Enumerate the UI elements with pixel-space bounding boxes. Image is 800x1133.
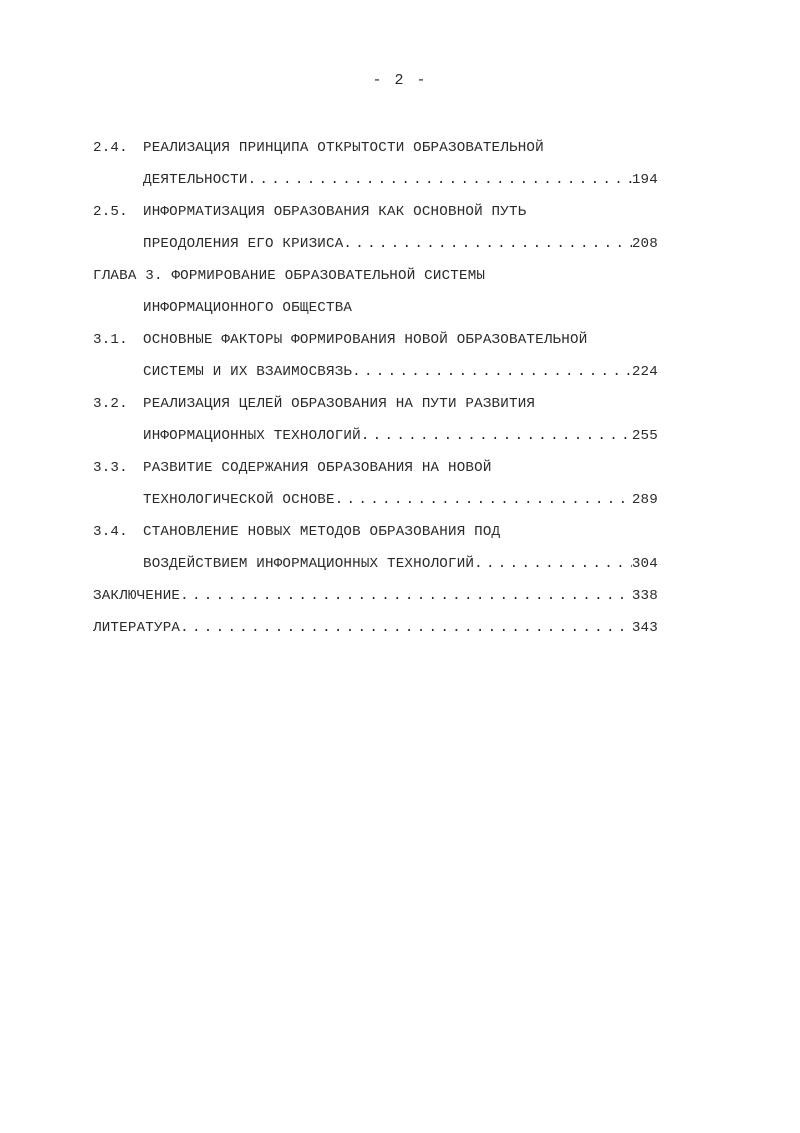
page-ref: 194	[631, 172, 658, 188]
page-ref: 304	[631, 556, 658, 572]
section-title-cont: ИНФОРМАЦИОННЫХ ТЕХНОЛОГИЙ	[143, 428, 361, 444]
toc-entry-3-4[interactable]	[93, 516, 658, 580]
dot-leader	[361, 420, 632, 452]
section-title-cont: ТЕХНОЛОГИЧЕСКОЙ ОСНОВЕ	[143, 492, 335, 508]
toc-entry-2-5[interactable]	[93, 196, 658, 260]
section-number: 3.3.	[93, 460, 128, 476]
page-ref: 224	[631, 364, 658, 380]
section-title: ОСНОВНЫЕ ФАКТОРЫ ФОРМИРОВАНИЯ НОВОЙ ОБРАЗОВАТЕЛЬНОЙ	[143, 332, 588, 348]
section-number: 3.2.	[93, 396, 128, 412]
dot-leader	[335, 484, 632, 516]
literature-title: ЛИТЕРАТУРА	[93, 620, 181, 636]
section-title-cont: ПРЕОДОЛЕНИЯ ЕГО КРИЗИСА	[143, 236, 344, 252]
toc-entry-2-4[interactable]	[93, 132, 658, 196]
toc-entry-3-1[interactable]	[93, 324, 658, 388]
section-number: 3.4.	[93, 524, 128, 540]
toc-conclusion[interactable]	[93, 580, 658, 612]
section-number: 3.1.	[93, 332, 128, 348]
page-ref: 343	[631, 620, 658, 636]
section-title: СТАНОВЛЕНИЕ НОВЫХ МЕТОДОВ ОБРАЗОВАНИЯ ПОД	[143, 524, 501, 540]
dot-leader	[352, 356, 632, 388]
section-title: РЕАЛИЗАЦИЯ ЦЕЛЕЙ ОБРАЗОВАНИЯ НА ПУТИ РАЗВИТИЯ	[143, 396, 536, 412]
section-number: 2.5.	[93, 204, 128, 220]
dot-leader	[180, 612, 632, 644]
dot-leader	[180, 580, 632, 612]
dot-leader	[343, 228, 631, 260]
section-title-cont: ВОЗДЕЙСТВИЕМ ИНФОРМАЦИОННЫХ ТЕХНОЛОГИЙ	[143, 556, 475, 572]
toc-entry-3-2[interactable]	[93, 388, 658, 452]
conclusion-title: ЗАКЛЮЧЕНИЕ	[93, 588, 181, 604]
section-title-cont: СИСТЕМЫ И ИХ ВЗАИМОСВЯЗЬ	[143, 364, 353, 380]
page-ref: 338	[631, 588, 658, 604]
page-ref: 208	[631, 236, 658, 252]
section-title: РЕАЛИЗАЦИЯ ПРИНЦИПА ОТКРЫТОСТИ ОБРАЗОВАТЕЛЬНОЙ	[143, 140, 544, 156]
toc-chapter-3[interactable]	[93, 260, 658, 324]
page-number: - 2 -	[372, 72, 428, 89]
section-title: ИНФОРМАТИЗАЦИЯ ОБРАЗОВАНИЯ КАК ОСНОВНОЙ ПУТЬ	[143, 204, 527, 220]
section-number: 2.4.	[93, 140, 128, 156]
page-ref: 255	[631, 428, 658, 444]
dot-leader	[248, 164, 632, 196]
table-of-contents	[93, 132, 658, 644]
dot-leader	[474, 548, 632, 580]
toc-literature[interactable]	[93, 612, 658, 644]
chapter-number: ГЛАВА 3.	[93, 268, 163, 284]
section-title-cont: ДЕЯТЕЛЬНОСТИ	[143, 172, 248, 188]
page-ref: 289	[631, 492, 658, 508]
chapter-title: ФОРМИРОВАНИЕ ОБРАЗОВАТЕЛЬНОЙ СИСТЕМЫ	[171, 268, 486, 284]
chapter-title-cont: ИНФОРМАЦИОННОГО ОБЩЕСТВА	[143, 300, 353, 316]
section-title: РАЗВИТИЕ СОДЕРЖАНИЯ ОБРАЗОВАНИЯ НА НОВОЙ	[143, 460, 492, 476]
toc-entry-3-3[interactable]	[93, 452, 658, 516]
